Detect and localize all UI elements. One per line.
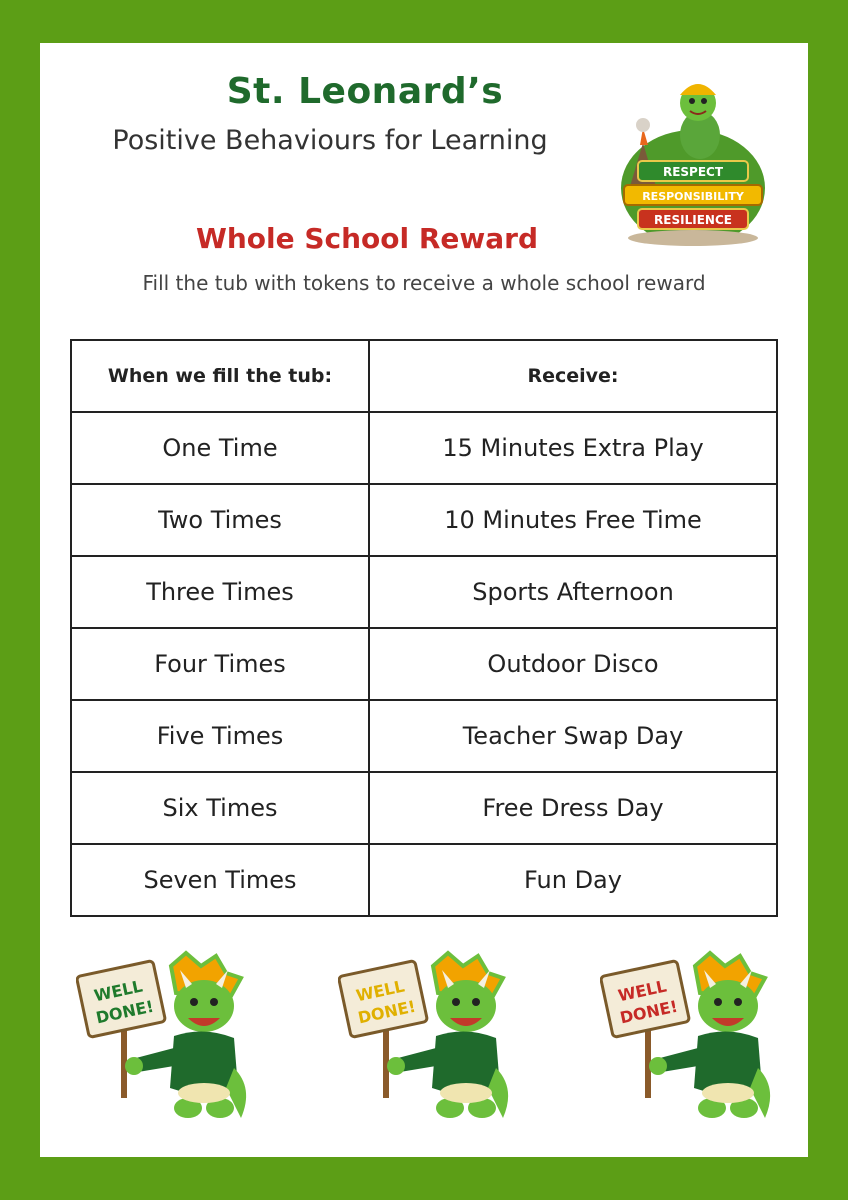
- table-row: [71, 412, 777, 484]
- logo-banner-responsibility: [624, 185, 762, 205]
- poster-page: [40, 43, 808, 1157]
- sign-text-line2: DONE!: [94, 996, 156, 1028]
- row-reward: 10 Minutes Free Time: [369, 484, 777, 556]
- table-row: [71, 772, 777, 844]
- reward-title: Whole School Reward: [195, 222, 539, 255]
- table-row: [71, 700, 777, 772]
- row-reward: 15 Minutes Extra Play: [369, 412, 777, 484]
- reward-table: [70, 339, 778, 917]
- school-name: St. Leonard’s: [226, 71, 504, 112]
- sign-text-line2: DONE!: [618, 996, 680, 1028]
- logo-text-responsibility: RESPONSIBILITY: [642, 190, 744, 203]
- row-fill-count: One Time: [71, 412, 369, 484]
- table-row: [71, 484, 777, 556]
- header-when: When we fill the tub:: [71, 340, 369, 412]
- mascot-dino-well-done: [338, 948, 518, 1133]
- mascot-dino-well-done: [600, 948, 780, 1133]
- row-fill-count: Six Times: [71, 772, 369, 844]
- row-fill-count: Four Times: [71, 628, 369, 700]
- sign-text-line1: WELL: [354, 976, 407, 1006]
- sign-text-line2: DONE!: [356, 996, 418, 1028]
- sign-text-line1: WELL: [92, 976, 145, 1006]
- row-reward: Teacher Swap Day: [369, 700, 777, 772]
- row-fill-count: Three Times: [71, 556, 369, 628]
- table-header-row: [71, 340, 777, 412]
- row-fill-count: Seven Times: [71, 844, 369, 916]
- row-reward: Fun Day: [369, 844, 777, 916]
- mascot-dino-well-done: [76, 948, 256, 1133]
- subtitle: Positive Behaviours for Learning: [112, 125, 548, 156]
- row-fill-count: Five Times: [71, 700, 369, 772]
- row-reward: Free Dress Day: [369, 772, 777, 844]
- row-fill-count: Two Times: [71, 484, 369, 556]
- table-row: [71, 844, 777, 916]
- table-row: [71, 556, 777, 628]
- sign-text-line1: WELL: [616, 976, 669, 1006]
- row-reward: Outdoor Disco: [369, 628, 777, 700]
- logo-banner-respect: [638, 161, 748, 181]
- row-reward: Sports Afternoon: [369, 556, 777, 628]
- reward-instruction: Fill the tub with tokens to receive a whole school reward: [142, 271, 706, 295]
- table-row: [71, 628, 777, 700]
- logo-text-resilience: RESILIENCE: [654, 213, 732, 227]
- logo-text-respect: RESPECT: [662, 165, 724, 179]
- header-receive: Receive:: [369, 340, 777, 412]
